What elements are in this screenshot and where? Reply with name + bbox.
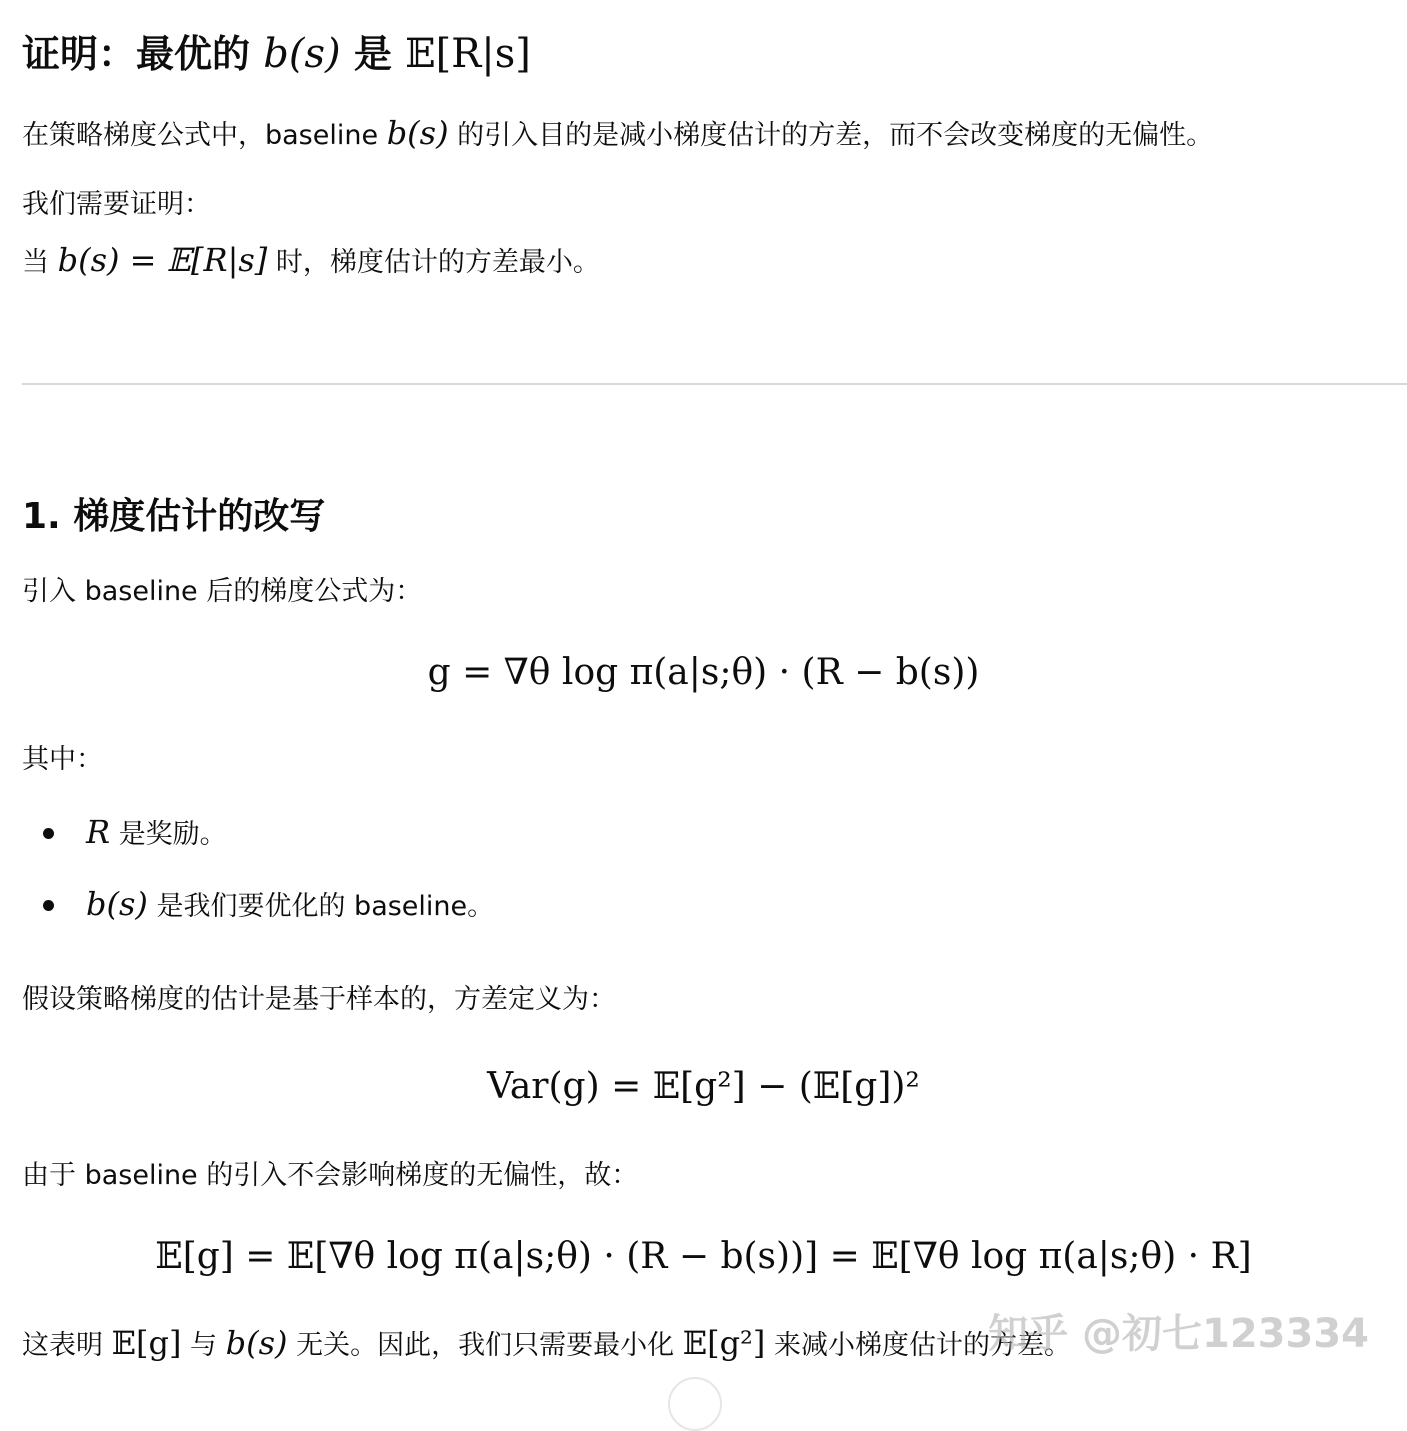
list-item: b(s) 是我们要优化的 baseline。 [86,885,495,923]
section-divider [22,383,1407,385]
title-math-b: b(s) [263,31,341,77]
bullet-dot [43,828,54,839]
conclusion-text: 这表明 𝔼[g] 与 b(s) 无关。因此，我们只需要最小化 𝔼[g²] 来减小梯度估计的方差。 [22,1324,1071,1362]
equation-variance: Var(g) = 𝔼[g²] − (𝔼[g])² [487,1066,920,1107]
claim-text: 当 b(s) = 𝔼[R|s] 时，梯度估计的方差最小。 [22,241,600,279]
unbiased-intro: 由于 baseline 的引入不会影响梯度的无偏性，故： [22,1160,639,1191]
intro-math: b(s) [386,114,449,152]
equation-expectation: 𝔼[g] = 𝔼[∇θ log π(a|s;θ) · (R − b(s))] = 𝔼[∇θ log π(a|s;θ) · R] [155,1236,1252,1277]
variance-intro: 假设策略梯度的估计是基于样本的，方差定义为： [22,984,616,1015]
title-math-expectation: 𝔼[R|s] [405,31,531,77]
gradient-intro: 引入 baseline 后的梯度公式为： [22,576,423,607]
bullet-dot [43,900,54,911]
intro-paragraph: 在策略梯度公式中，baseline b(s) 的引入目的是减小梯度估计的方差，而不会改变梯度的无偏性。 [22,114,1214,152]
equation-gradient: g = ∇θ log π(a|s;θ) · (R − b(s)) [427,652,980,693]
list-item: R 是奖励。 [86,813,227,851]
zhihu-watermark: 知乎 @初七123334 [988,1311,1369,1357]
section-title: 1. 梯度估计的改写 [22,496,326,537]
page-title: 证明：最优的 b(s) 是 𝔼[R|s] [22,31,531,77]
where-label: 其中： [22,744,103,775]
partial-circle-icon [668,1377,722,1431]
claim-math: b(s) = 𝔼[R|s] [57,241,268,279]
need-prove-text: 我们需要证明： [22,189,211,220]
